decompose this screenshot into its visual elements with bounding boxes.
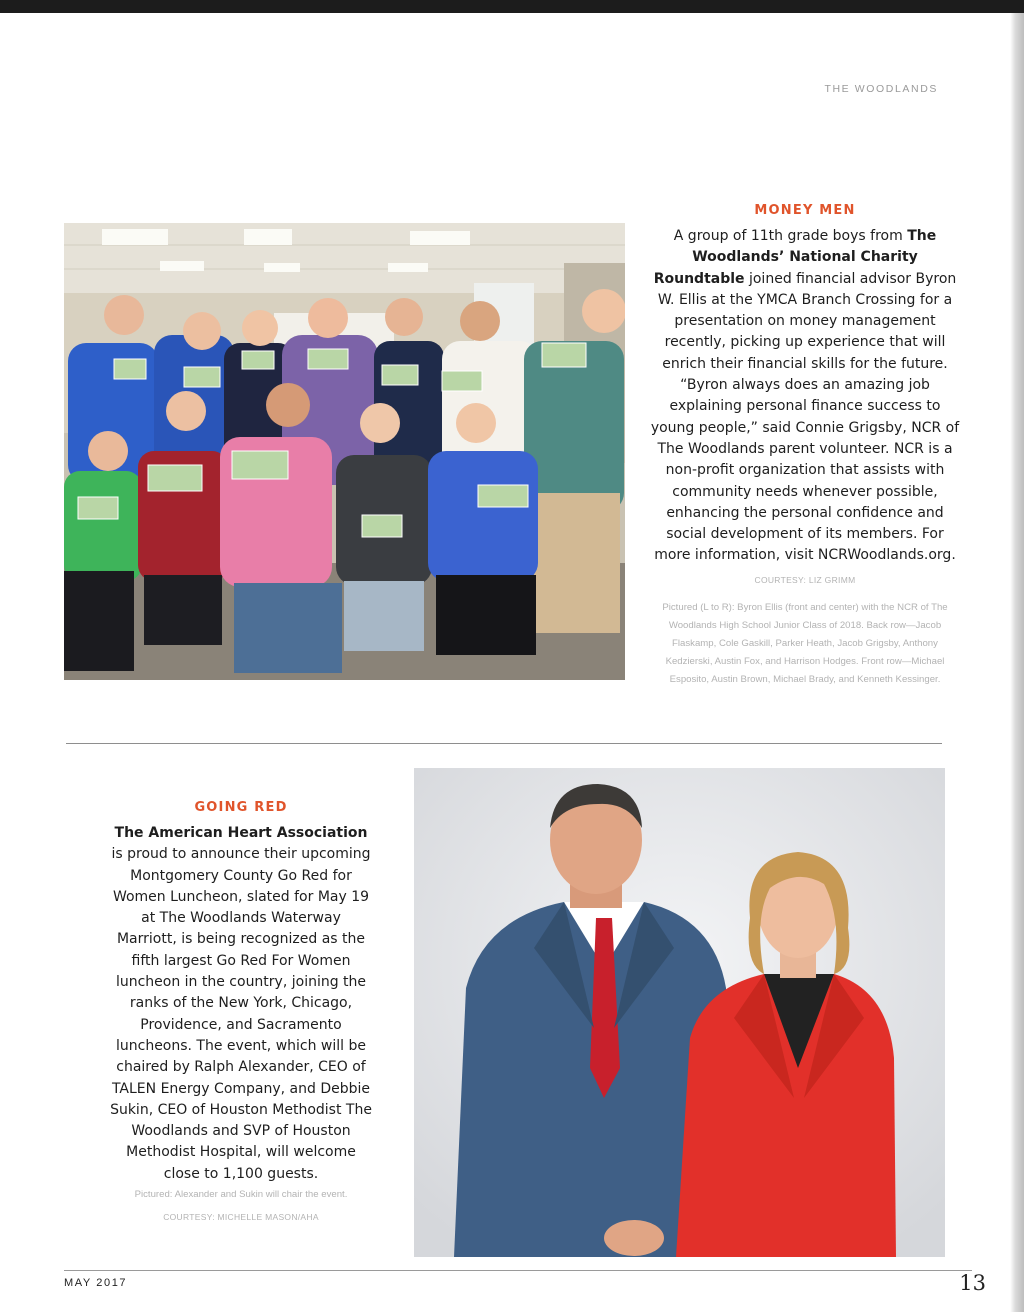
money-men-body-intro: A group of 11th grade boys from: [673, 228, 908, 244]
money-men-story: [648, 203, 962, 689]
money-men-kicker: MONEY MEN: [754, 203, 856, 218]
going-red-kicker: GOING RED: [194, 800, 288, 815]
footer-rule: [64, 1270, 972, 1271]
going-red-caption: Pictured: Alexander and Sukin will chair the event.: [134, 1189, 348, 1201]
footer-issue-date: MAY 2017: [64, 1277, 128, 1289]
group-photo: [64, 223, 625, 680]
page-edge-shadow: [1010, 13, 1024, 1312]
money-men-caption: Pictured (L to R): Byron Ellis (front and center) with the NCR of The Woodlands High School Junior Class of 2018. Back row—Jacob Flaskamp, Cole Gaskill, Parker Heath, Jacob Grigsby, Anthony Kedzierski, Austin Fox, and Harrison Hodges. Front row—Michael Esposito, Austin Brown, Michael Brady, and Kenneth Kessinger.: [662, 601, 948, 685]
going-red-photo-credit: COURTESY: MICHELLE MASON/AHA: [163, 1212, 319, 1223]
money-men-photo-credit: COURTESY: LIZ GRIMM: [754, 574, 856, 585]
money-men-body: [648, 226, 962, 567]
chairs-portrait-photo: [414, 768, 945, 1257]
money-men-body-rest: joined financial advisor Byron W. Ellis at the YMCA Branch Crossing for a presentation on money management recently, picking up experience that will enrich their financial skills for the future. “Byron always does an amazing job explaining personal finance success to young people,” said Connie Grigsby, NCR of The Woodlands parent volunteer. NCR is a non-profit organization that assists with community needs whenever possible, enhancing the personal confidence and social development of its members. For more information, visit NCRWoodlands.org.: [650, 270, 960, 564]
money-men-org-name: The Woodlands’ National Charity Roundtable: [653, 228, 937, 287]
going-red-body: [110, 823, 372, 1185]
page-number: 13: [959, 1271, 986, 1295]
going-red-body-rest: is proud to announce their upcoming Montgomery County Go Red for Women Luncheon, slated for May 19 at The Woodlands Waterway Marriott, is being recognized as the fifth largest Go Red For Women luncheon in the country, joining the ranks of the New York, Chicago, Providence, and Sacramento luncheons. The event, which will be chaired by Ralph Alexander, CEO of TALEN Energy Company, and Debbie Sukin, CEO of Houston Methodist The Woodlands and SVP of Houston Methodist Hospital, will welcome close to 1,100 guests.: [110, 846, 372, 1182]
top-edge-bar: [0, 0, 1024, 13]
section-divider: [66, 743, 942, 744]
going-red-org-name: The American Heart Association: [114, 825, 368, 841]
going-red-story: [110, 800, 372, 1222]
running-head: THE WOODLANDS: [824, 83, 938, 95]
